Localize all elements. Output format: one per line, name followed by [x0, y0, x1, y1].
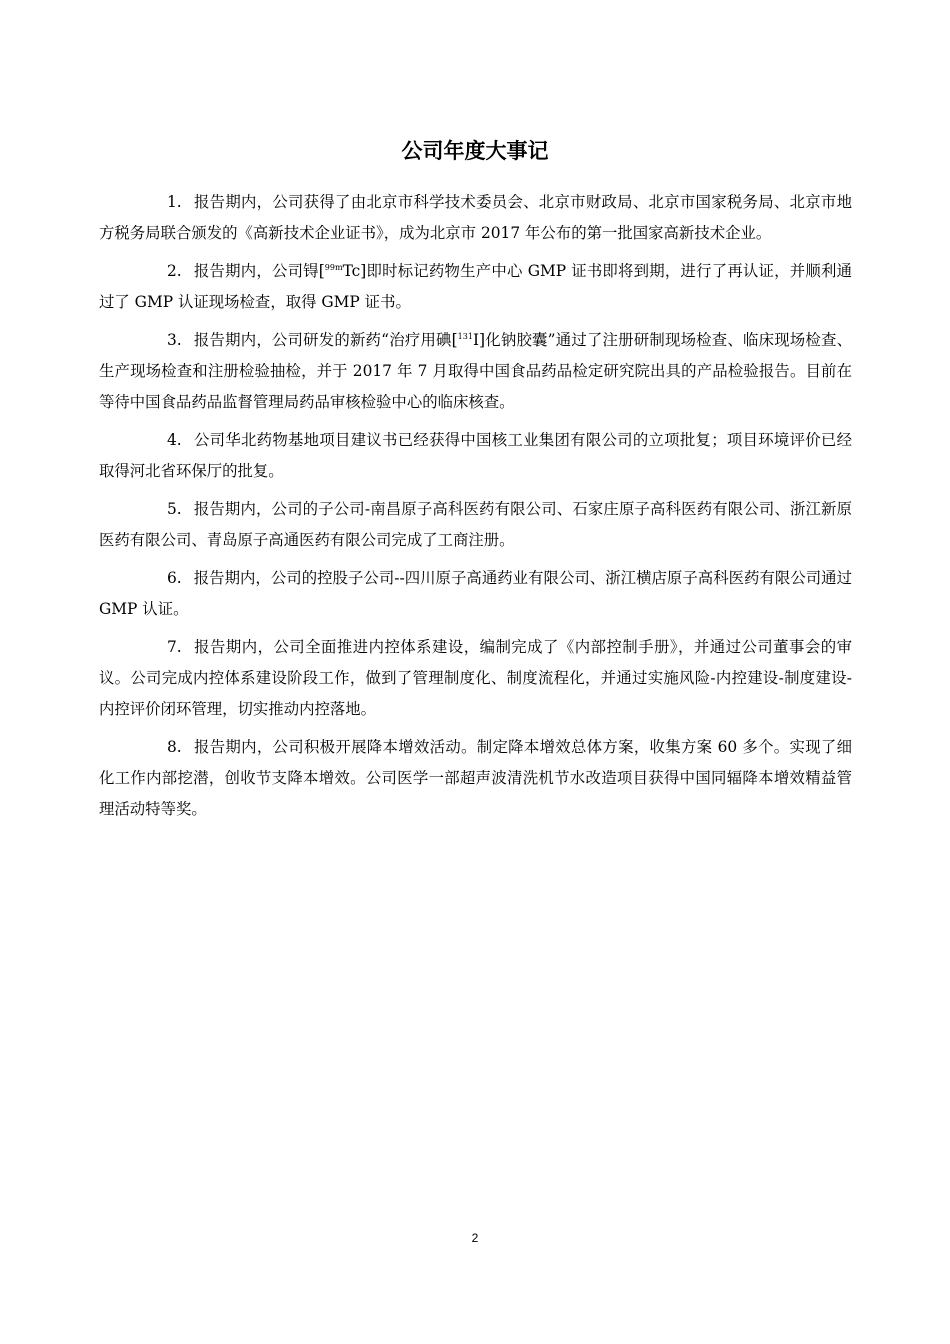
event-number: 1. — [167, 193, 182, 211]
event-item-2 — [99, 256, 852, 318]
isotope-superscript: 99m — [324, 263, 343, 272]
event-number: 5. — [167, 500, 182, 518]
page-number: 2 — [471, 1231, 479, 1245]
event-text: 公司华北药物基地项目建议书已经获得中国核工业集团有限公司的立项批复；项目环境评价已经取得河北省环保厅的批复。 — [99, 431, 852, 480]
event-text: 报告期内，公司积极开展降本增效活动。制定降本增效总体方案，收集方案 60 多个。实现了细化工作内部挖潜，创收节支降本增效。公司医学一部超声波清洗机节水改造项目获得中国同辐降本增效精益管理活动特等奖。 — [99, 738, 852, 818]
event-text-before: 报告期内，公司锝[ — [193, 262, 325, 280]
event-text-before: 报告期内，公司研发的新药“治疗用碘[ — [193, 331, 458, 349]
event-text: 报告期内，公司全面推进内控体系建设，编制完成了《内部控制手册》，并通过公司董事会的审议。公司完成内控体系建设阶段工作，做到了管理制度化、制度流程化，并通过实施风险-内控建设-制度建设-内控评价闭环管理，切实推动内控落地。 — [99, 638, 852, 718]
event-text: 报告期内，公司的控股子公司--四川原子高通药业有限公司、浙江横店原子高科医药有限公司通过 GMP 认证。 — [99, 569, 852, 618]
event-text-after: Tc]即时标记药物生产中心 GMP 证书即将到期，进行了再认证，并顺利通过了 GMP 认证现场检查，取得 GMP 证书。 — [99, 262, 852, 311]
event-number: 7. — [167, 638, 182, 656]
event-item-3 — [99, 325, 852, 418]
event-item-5 — [99, 494, 852, 556]
event-text: 报告期内，公司获得了由北京市科学技术委员会、北京市财政局、北京市国家税务局、北京市地方税务局联合颁发的《高新技术企业证书》，成为北京市 2017 年公布的第一批国家高新技术企业。 — [99, 193, 852, 242]
event-item-8 — [99, 732, 852, 825]
page-title: 公司年度大事记 — [401, 139, 549, 163]
event-item-4 — [99, 425, 852, 487]
event-number: 3. — [167, 331, 182, 349]
event-number: 6. — [167, 569, 182, 587]
event-item-6 — [99, 563, 852, 625]
event-text-after: I]化钠胶囊”通过了注册研制现场检查、临床现场检查、生产现场检查和注册检验抽检，并于 2017 年 7 月取得中国食品药品检定研究院出具的产品检验报告。目前在等待中国食品药品监督管理局药品审核检验中心的临床核查。 — [99, 331, 852, 411]
event-item-7 — [99, 632, 852, 725]
event-number: 2. — [167, 262, 182, 280]
event-number: 4. — [167, 431, 182, 449]
event-text: 报告期内，公司的子公司-南昌原子高科医药有限公司、石家庄原子高科医药有限公司、浙江新原医药有限公司、青岛原子高通医药有限公司完成了工商注册。 — [99, 500, 852, 549]
event-item-1 — [99, 187, 852, 249]
events-list — [99, 187, 852, 832]
isotope-superscript: 131 — [457, 332, 473, 341]
event-number: 8. — [167, 738, 182, 756]
